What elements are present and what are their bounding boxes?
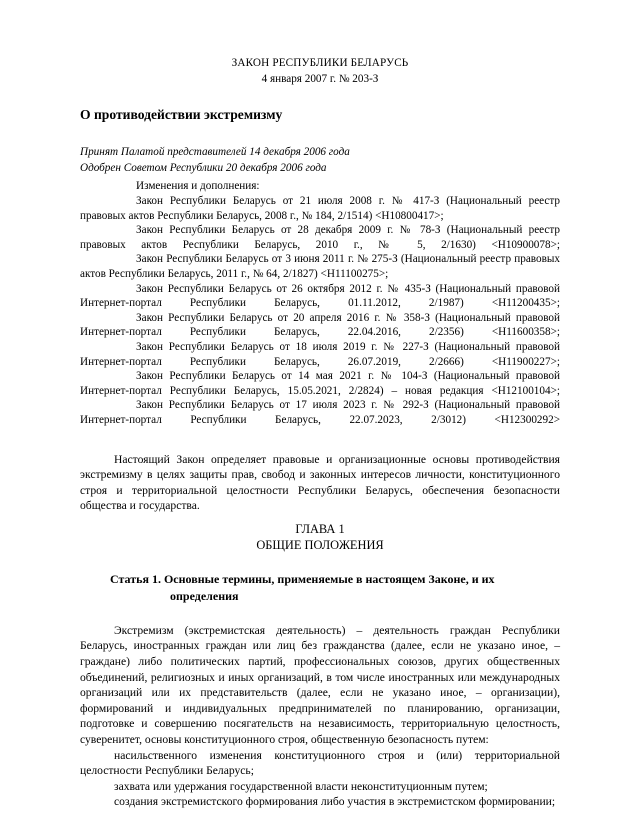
amendment-item: Закон Республики Беларусь от 17 июля 2023 г. № 292-З (Национальный правовой Интернет-портал Республики Беларусь, 22.07.2023, 2/3012) <H12300292>	[80, 399, 560, 426]
adopted-by-house-line: Принят Палатой представителей 14 декабря 2006 года	[80, 146, 350, 158]
list-item: создания экстремистского формирования либо участия в экстремистском формировании;	[114, 795, 556, 809]
approved-by-council-line: Одобрен Советом Республики 20 декабря 2006 года	[80, 161, 327, 174]
amendment-item: Закон Республики Беларусь от 28 декабря 2009 г. № 78-З (Национальный реестр правовых актов Республики Беларусь, 2010 г., № 5, 2/1630) <H10900078>;	[80, 224, 560, 251]
article-title-line-2: определения	[170, 588, 239, 603]
chapter-number: ГЛАВА 1	[295, 521, 345, 536]
adoption-block	[80, 145, 560, 176]
amendments-list	[80, 194, 560, 428]
chapter-title: ОБЩИЕ ПОЛОЖЕНИЯ	[256, 537, 384, 552]
amendments-label: Изменения и дополнения:	[136, 180, 260, 192]
law-name-heading: О противодействии экстремизму	[80, 107, 283, 122]
preamble-paragraph: Настоящий Закон определяет правовые и организационные основы противодействия экстремизму в целях защиты прав, свобод и законных интересов личности, конституционного строя и территориальной целостности Республики Беларусь, обеспечения безопасности общества и государства.	[80, 452, 560, 513]
amendment-item: Закон Республики Беларусь от 26 октября 2012 г. № 435-З (Национальный правовой Интернет-портал Республики Беларусь, 01.11.2012, 2/1987) <H11200435>;	[80, 282, 560, 310]
amendment-item: Закон Республики Беларусь от 21 июля 2008 г. № 417-З (Национальный реестр правовых актов Республики Беларусь, 2008 г., № 184, 2/1514) <H10800417>;	[80, 195, 560, 222]
amendment-item: Закон Республики Беларусь от 20 апреля 2016 г. № 358-З (Национальный правовой Интернет-портал Республики Беларусь, 22.04.2016, 2/2356) <H11600358>;	[80, 311, 560, 339]
amendment-item: Закон Республики Беларусь от 18 июля 2019 г. № 227-З (Национальный правовой Интернет-портал Республики Беларусь, 26.07.2019, 2/2666) <H11900227>;	[80, 340, 560, 368]
article-title	[80, 571, 560, 605]
amendment-item: Закон Республики Беларусь от 3 июня 2011 г. № 275-З (Национальный реестр правовых актов Республики Беларусь, 2011 г., № 64, 2/1827) <H11100275>;	[80, 253, 560, 280]
amendment-item: Закон Республики Беларусь от 14 мая 2021 г. № 104-З (Национальный правовой Интернет-портал Республики Беларусь, 15.05.2021, 2/2824) – новая редакция <H12100104>;	[80, 370, 560, 397]
definition-paragraph: Экстремизм (экстремистская деятельность) – деятельность граждан Республики Беларусь, иностранных граждан или лиц без гражданства (далее, если не указано иное, – граждане) либо политических партий, профессиональных союзов, других общественных объединений, религиозных и иных организаций, в том числе иностранных или международных организаций или их представительств (далее, если не указано иное, – организации), формирований и индивидуальных предпринимателей по планированию, организации, подготовке и совершению посягательств на независимость, территориальную целостность, суверенитет, основы конституционного строя, общественную безопасность путем:	[80, 623, 560, 747]
article-title-line-1: Статья 1. Основные термины, применяемые в настоящем Законе, и их	[110, 571, 495, 586]
document-header-date: 4 января 2007 г. № 203-З	[261, 72, 379, 85]
list-item: захвата или удержания государственной власти неконституционным путем;	[114, 779, 488, 793]
document-header-title: ЗАКОН РЕСПУБЛИКИ БЕЛАРУСЬ	[231, 57, 409, 69]
list-item: насильственного изменения конституционного строя и (или) территориальной целостности Республики Беларусь;	[80, 748, 560, 778]
